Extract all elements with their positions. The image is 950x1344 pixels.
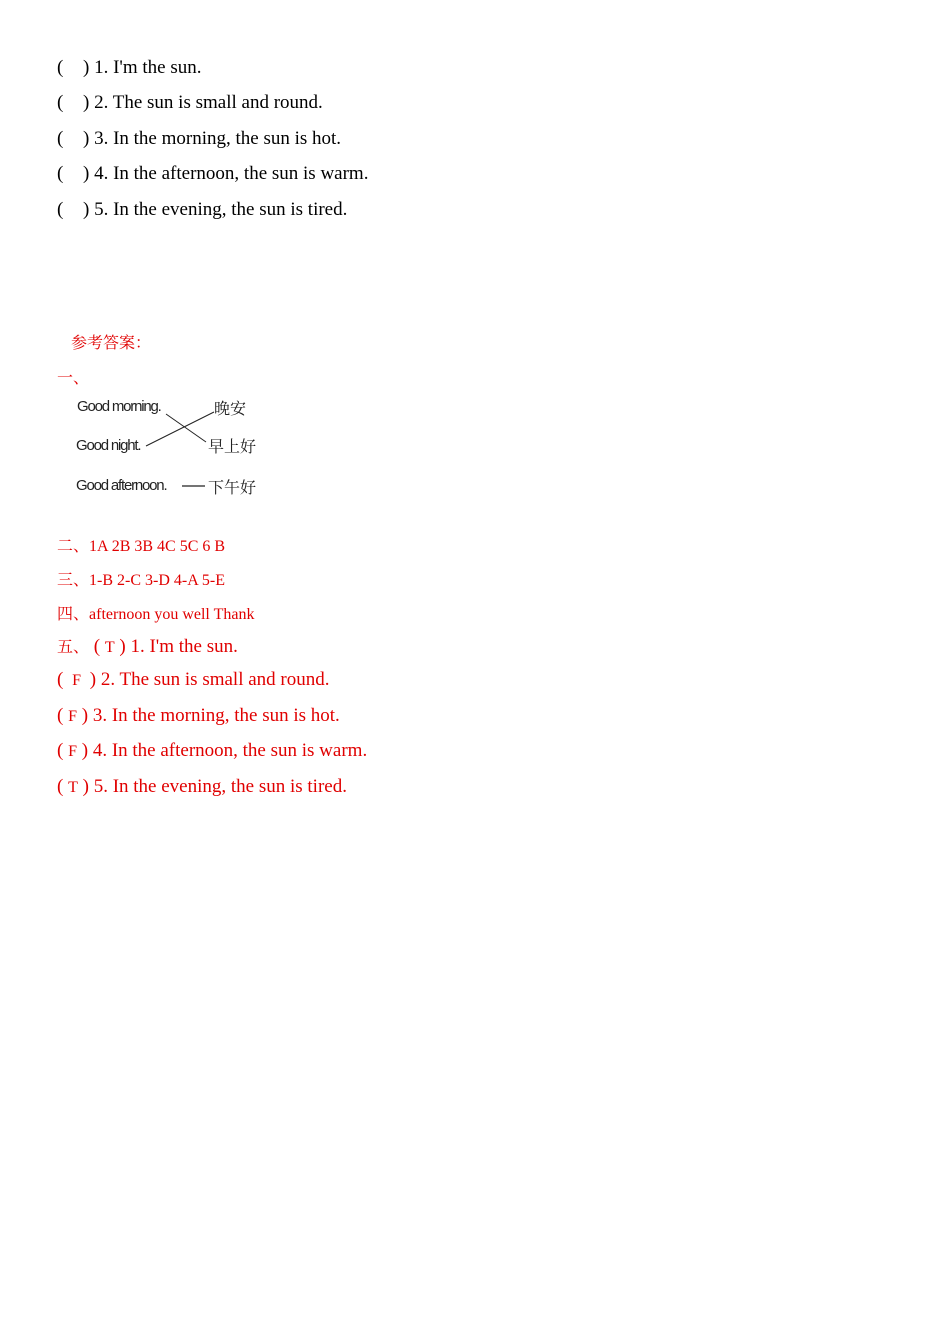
match-english-morning: Good morning. <box>77 398 161 415</box>
match-chinese-afternoon: 下午好 <box>208 478 257 497</box>
part5-item-5: ( T ) 5. In the evening, the sun is tired. <box>57 776 347 797</box>
tf-mark: T <box>104 639 115 656</box>
part3-answers: 三、1-B 2-C 3-D 4-A 5-E <box>57 570 225 589</box>
question-text: 3. In the morning, the sun is hot. <box>94 128 342 149</box>
part1-label: 一、 <box>57 368 90 387</box>
matching-diagram <box>76 392 276 502</box>
match-english-night: Good night. <box>76 437 141 454</box>
question-3: ( ) 3. In the morning, the sun is hot. <box>57 128 342 149</box>
answer-key-heading: 参考答案： <box>71 333 152 352</box>
tf-mark: F <box>68 743 77 760</box>
question-text: 5. In the evening, the sun is tired. <box>94 199 348 220</box>
part5-item-1: 五、 ( T ) 1. I'm the sun. <box>57 636 238 657</box>
part5-label: 五、 <box>57 637 90 656</box>
part5-item-2: ( F ) 2. The sun is small and round. <box>57 669 330 690</box>
tf-mark: T <box>68 779 78 796</box>
question-2: ( ) 2. The sun is small and round. <box>57 92 323 113</box>
question-text: 1. I'm the sun. <box>94 57 202 78</box>
question-5: ( ) 5. In the evening, the sun is tired. <box>57 199 348 220</box>
match-chinese-night: 晚安 <box>214 399 247 418</box>
part5-item-4: ( F ) 4. In the afternoon, the sun is warm. <box>57 740 368 761</box>
part4-answers: 四、afternoon you well Thank <box>57 604 255 623</box>
question-text: 2. The sun is small and round. <box>94 92 323 113</box>
question-4: ( ) 4. In the afternoon, the sun is warm. <box>57 163 369 184</box>
match-english-afternoon: Good afternoon. <box>76 477 167 494</box>
tf-mark: F <box>72 672 81 689</box>
question-1: ( ) 1. I'm the sun. <box>57 57 202 78</box>
match-line-morning <box>166 414 206 442</box>
part5-item-3: ( F ) 3. In the morning, the sun is hot. <box>57 705 340 726</box>
match-chinese-morning: 早上好 <box>208 437 257 456</box>
tf-mark: F <box>68 708 77 725</box>
part2-answers: 二、1A 2B 3B 4C 5C 6 B <box>57 536 226 555</box>
question-text: 4. In the afternoon, the sun is warm. <box>94 163 369 184</box>
